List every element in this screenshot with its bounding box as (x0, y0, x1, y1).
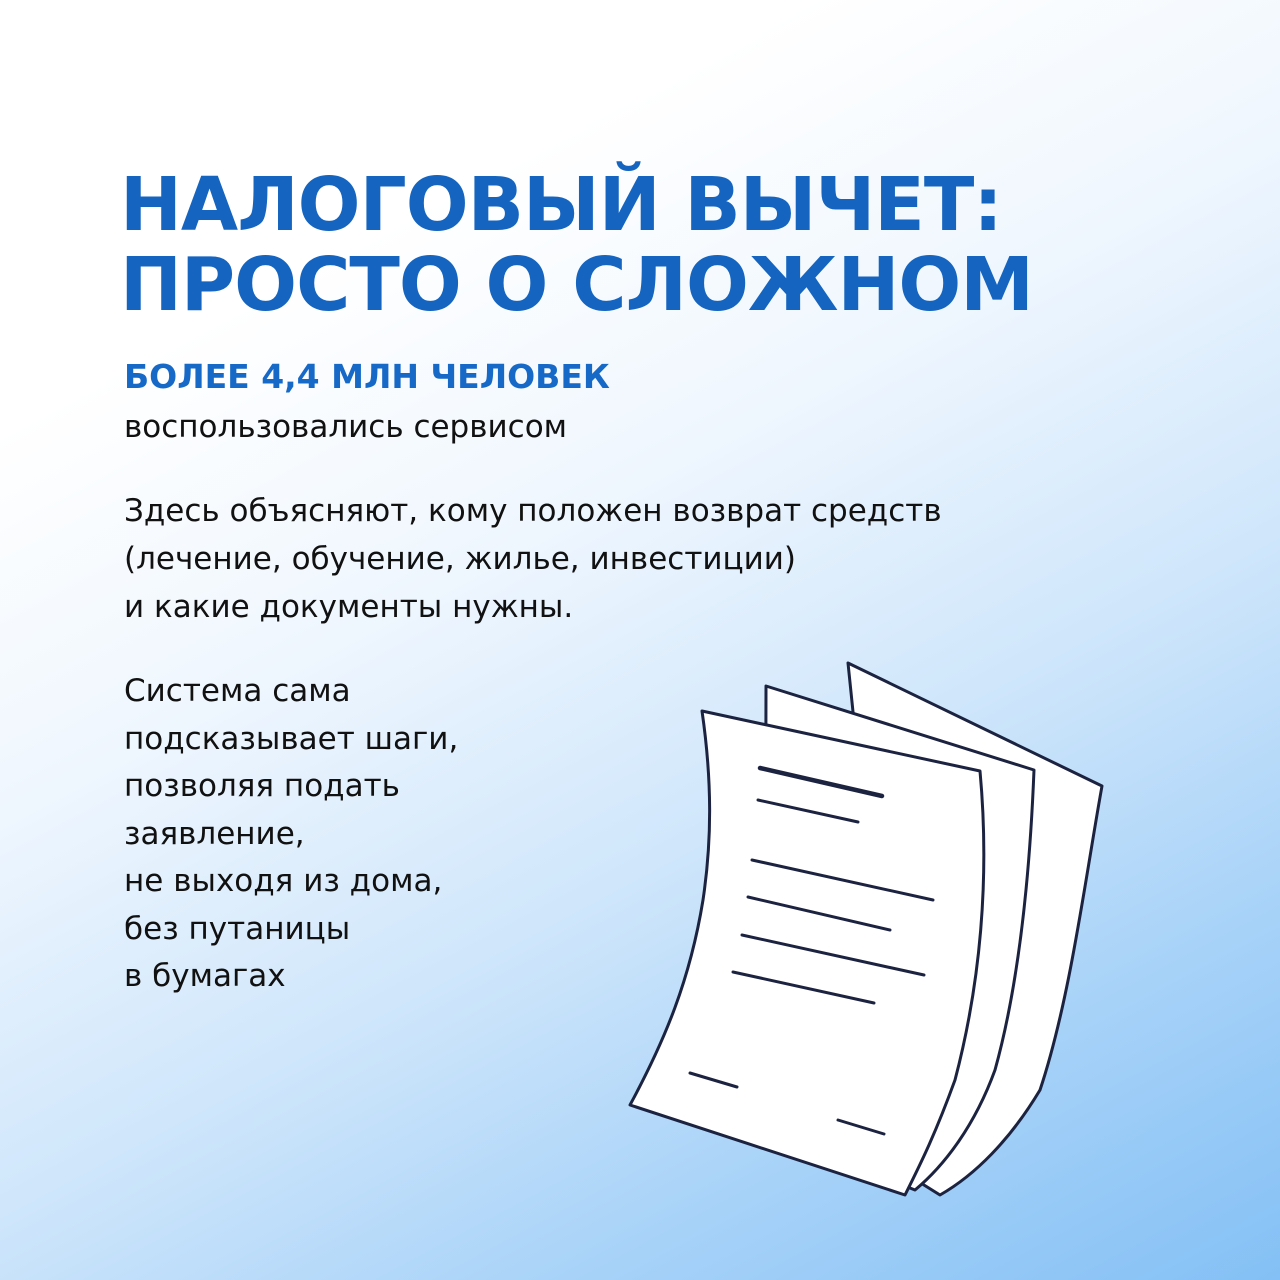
document-sheet-front (630, 711, 984, 1195)
explanation-line-1: Здесь объясняют, кому положен возврат средств (124, 493, 942, 529)
system-line-5: не выходя из дома, (124, 863, 443, 899)
explanation-line-2: (лечение, обучение, жилье, инвестиции) (124, 541, 797, 577)
documents-stack-icon (600, 640, 1120, 1220)
system-line-7: в бумагах (124, 958, 286, 994)
system-line-6: без путаницы (124, 910, 351, 947)
system-line-4: заявление, (124, 815, 305, 852)
explanation-line-3: и какие документы нужны. (124, 589, 574, 625)
users-count-highlight: БОЛЕЕ 4,4 МЛН ЧЕЛОВЕК (124, 357, 610, 396)
title-line-1: НАЛОГОВЫЙ ВЫЧЕТ: (120, 162, 1002, 248)
system-line-3: позволяя подать (124, 768, 400, 804)
system-description (124, 668, 458, 1001)
users-count-caption: воспользовались сервисом (124, 409, 568, 445)
system-line-1: Система сама (124, 673, 351, 709)
title-line-2: ПРОСТО О СЛОЖНОМ (120, 242, 1033, 328)
system-line-2: подсказывает шаги, (124, 720, 459, 757)
page-title (120, 162, 1033, 328)
service-explanation (124, 487, 942, 631)
